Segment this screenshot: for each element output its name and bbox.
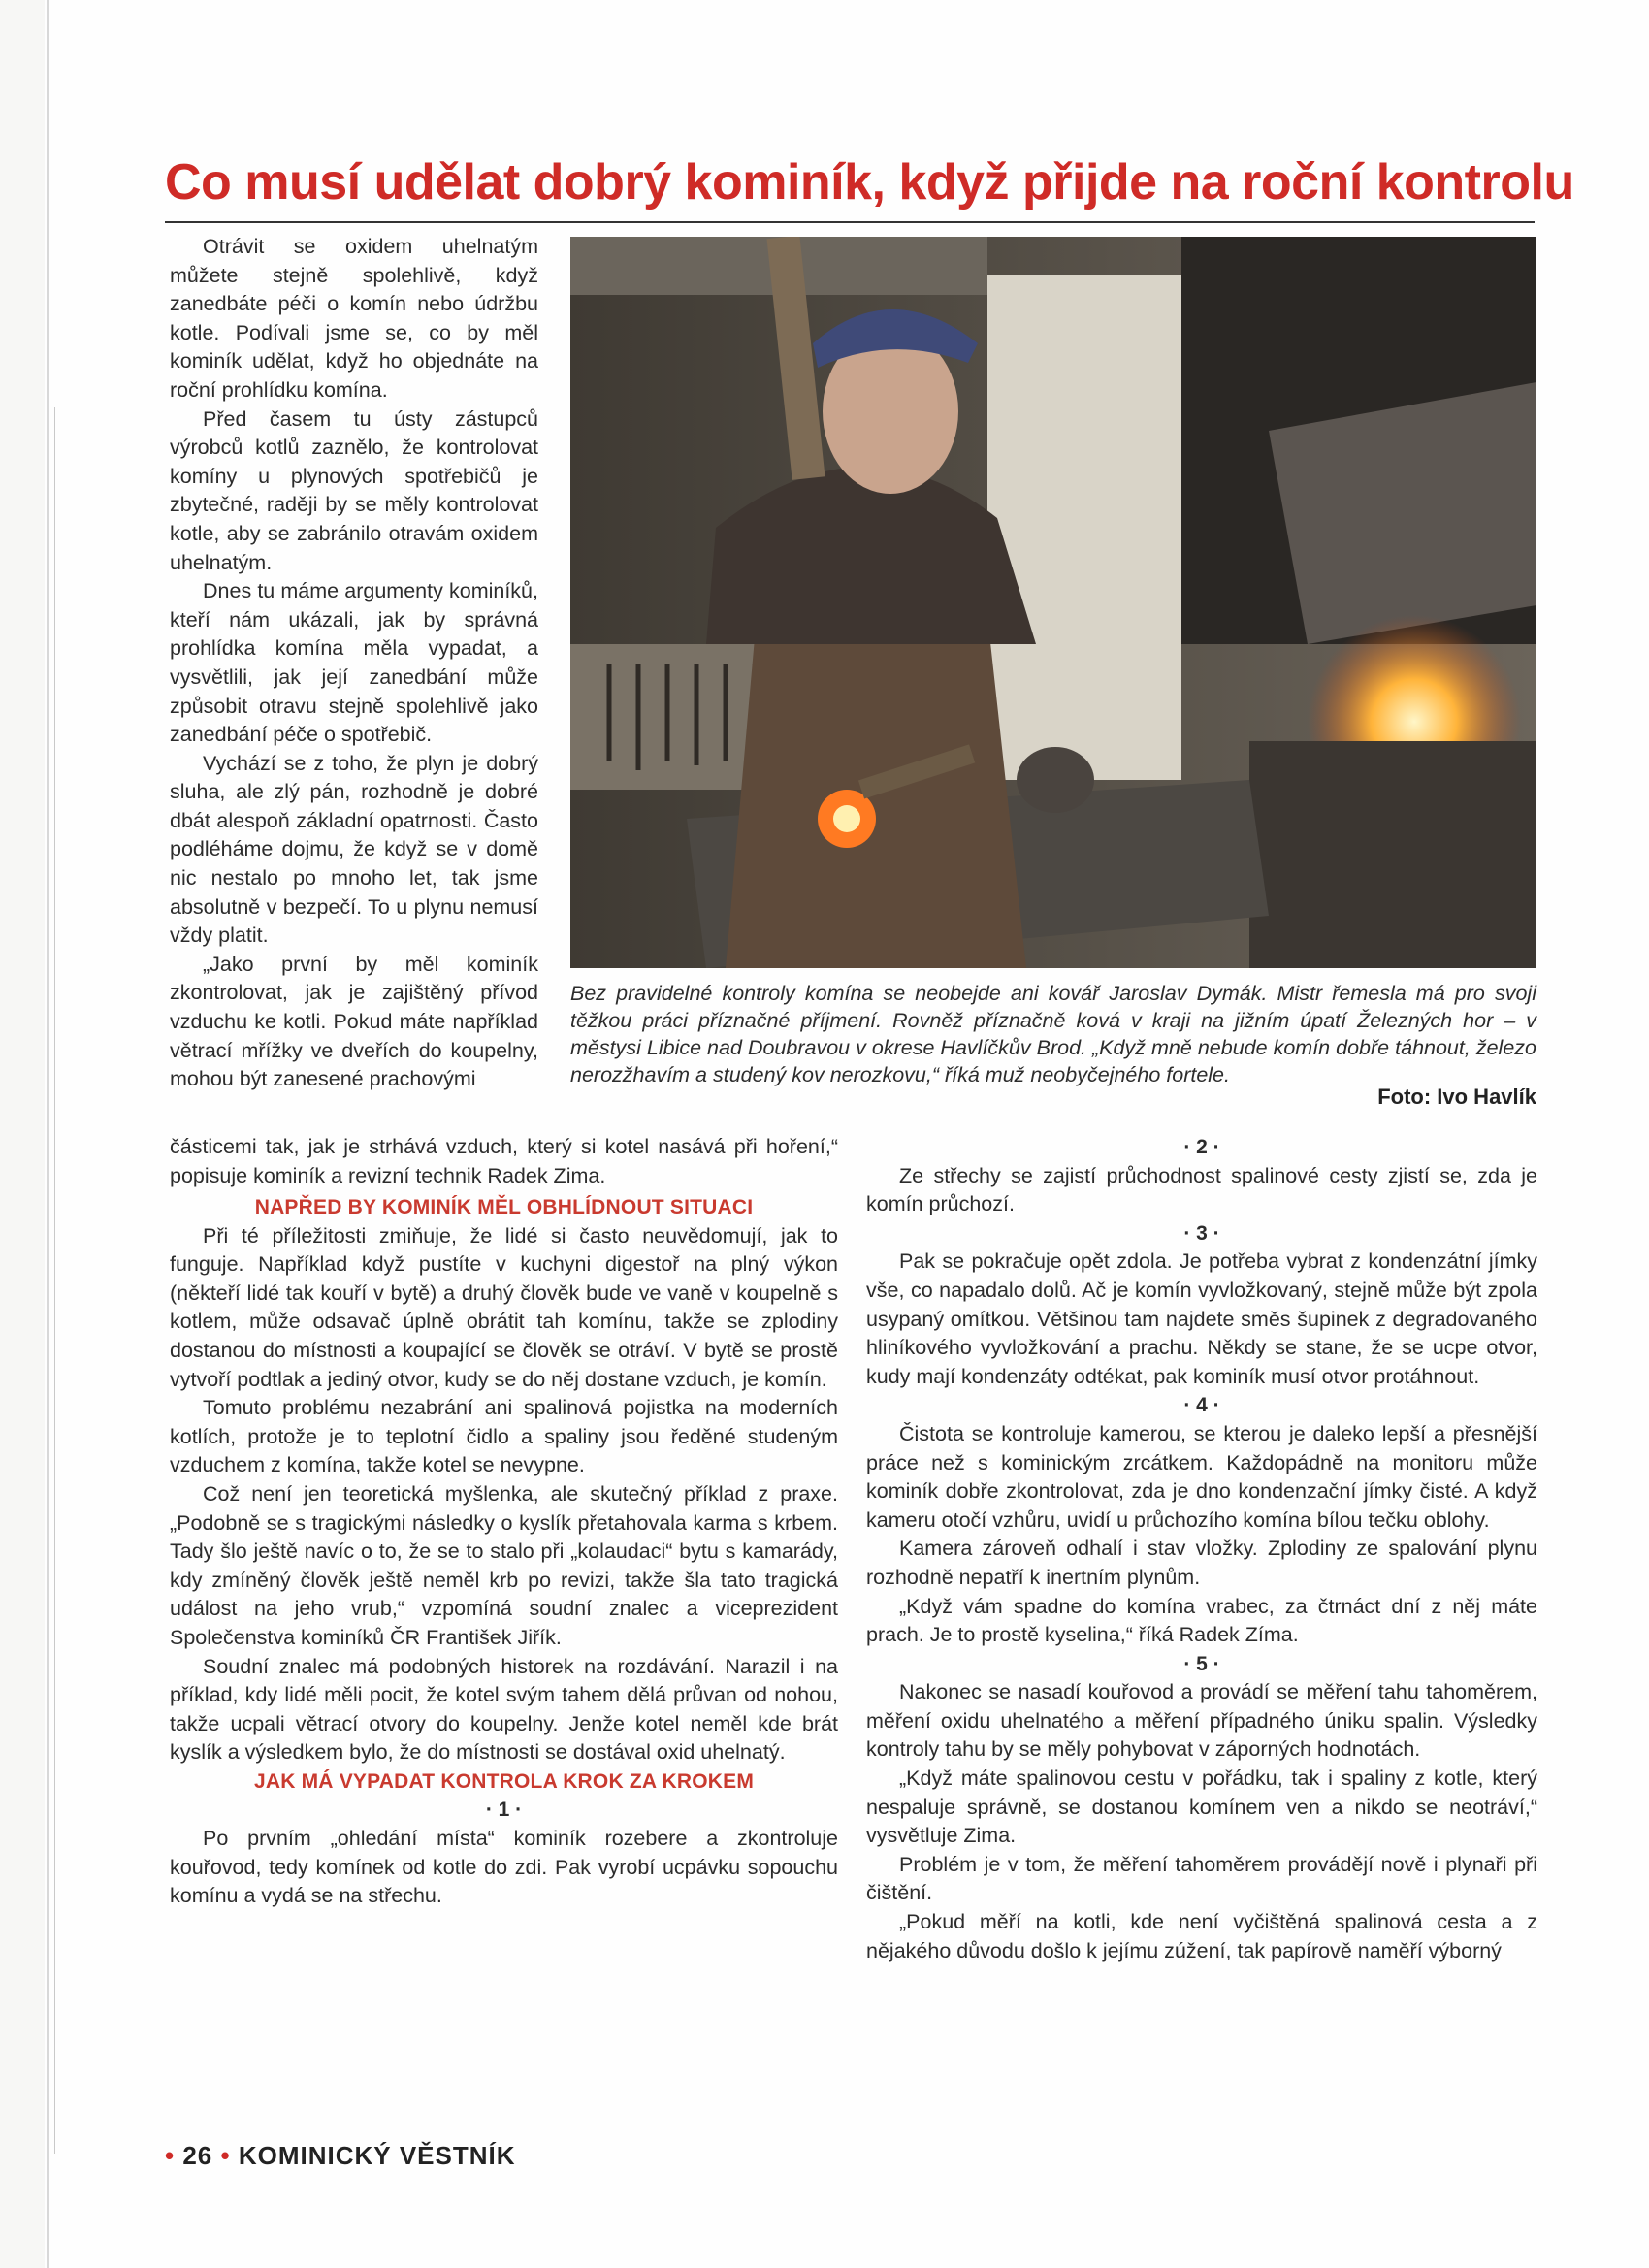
paragraph: Vychází se z toho, že plyn je dobrý sluha, ale zlý pán, rozhodně je dobré dbát alespoň základní opatrnosti. Často podléháme dojmu, že když se v domě nic nestalo po mnoho let, tak jsme absolutně v bezpečí. To u plynu nemusí vždy platit. <box>170 751 538 948</box>
paragraph: Po prvním „ohledání místa“ kominík rozebere a zkontroluje kouřovod, tedy komínek od kotle do zdi. Pak vyrobí ucpávku sopouchu komínu a vydá se na střechu. <box>170 1827 838 1908</box>
section-heading: JAK MÁ VYPADAT KONTROLA KROK ZA KROKEM <box>253 1769 755 1793</box>
title-rule <box>165 221 1535 223</box>
paragraph: „Když máte spalinovou cestu v pořádku, tak i spaliny z kotle, který nespaluje správně, se dostanou komínem ven a nikdo se neotráví,“ vysvětluje Zima. <box>866 1766 1537 1848</box>
lower-left-column <box>170 1193 838 1911</box>
paragraph: Nakonec se nasadí kouřovod a provádí se měření tahu tahoměrem, měření oxidu uhelnatého a měření případného úniku spalin. Výsledky kontroly tahu by se měly pohybovat v záporných hodnotách. <box>866 1680 1537 1762</box>
scan-margin <box>0 0 45 2268</box>
section-heading: NAPŘED BY KOMINÍK MĚL OBHLÍDNOUT SITUACI <box>254 1196 754 1218</box>
paragraph: Otrávit se oxidem uhelnatým můžete stejně spolehlivě, když zanedbáte péči o komín nebo údržbu kotle. Podívali jsme se, co by měl kominík udělat, když ho objednáte na roční prohlídku komína. <box>170 235 538 402</box>
paragraph: „Jako první by měl kominík zkontrolovat, jak je zajištěný přívod vzduchu ke kotli. Pokud máte například větrací mřížky ve dveřích do koupelny, mohou být zanesené prachovými <box>170 952 538 1091</box>
page-number: 26 <box>182 2141 213 2170</box>
scan-fold-line <box>47 0 48 2268</box>
page-footer <box>165 2141 516 2171</box>
paragraph: „Pokud měří na kotli, kde není vyčištěná spalinová cesta a z nějakého důvodu došlo k jejímu zúžení, tak papírově naměří výborný <box>866 1910 1537 1962</box>
paragraph: Čistota se kontroluje kamerou, se kterou je daleko lepší a přesnější práce než s kominickým zrcátkem. Každopádně na monitoru může kominík dobře zkontrolovat, zda je dno kondenzační jímky čisté. A když kameru otočí vzhůru, uvidí u průchozího komína bílou tečku oblohy. <box>866 1421 1537 1532</box>
photo-caption: Bez pravidelné kontroly komína se neobejde ani kovář Jaroslav Dymák. Mistr řemesla má pro svoji těžkou práci příznačné příjmení. Rovněž příznačně ková v kraji na jižním úpatí Železných hor – v městysi Libice nad Doubravou v okrese Havlíčkův Brod. „Když mně nebude komín dobře táhnout, železo nerozžhavím a studený kov nerozkovu,“ říká muž neobyčejného fortele. <box>570 982 1536 1086</box>
paragraph: Pak se pokračuje opět zdola. Je potřeba vybrat z kondenzátní jímky vše, co napadalo dolů. Ač je komín vyvložkovaný, stejně může být zpola usypaný omítkou. Většinou tam najdete směs šupinek z degradovaného hliníkového vyvložkování a prachu. Někdy se stane, že se ucpe otvor, kudy mají kondenzáty odtékat, pak kominík musí otvor protáhnout. <box>866 1249 1537 1388</box>
paragraph: Problém je v tom, že měření tahoměrem provádějí nově i plynaři při čištění. <box>866 1852 1537 1905</box>
paragraph: Při té příležitosti zmiňuje, že lidé si často neuvědomují, jak to funguje. Například když pustíte v kuchyni digestoř na plný výkon (někteří lidé tak kouří v bytě) a druhý člověk bude ve vaně v koupelně s kotlem, může odsavač úplně obrátit tah komínu, takže se zplodiny dostanou do místnosti a koupající se člověk se otráví. V bytě se prostě vytvoří podtlak a jediný otvor, kudy se do něj dostane vzduch, je komín. <box>170 1223 838 1391</box>
paragraph: Tomuto problému nezabrání ani spalinová pojistka na moderních kotlích, protože je to teplotní čidlo a spaliny jsou ředěné studeným vzduchem z komína, takže kotel se nevypne. <box>170 1396 838 1477</box>
lower-right-column <box>866 1133 1537 1965</box>
continuation-paragraph: částicemi tak, jak je strhává vzduch, který si kotel nasává při hoření,“ popisuje kominík a revizní technik Radek Zima. <box>170 1135 838 1187</box>
bullet: • <box>165 2141 176 2170</box>
article-title: Co musí udělat dobrý kominík, když přijde na roční kontrolu <box>165 154 1574 211</box>
paragraph: Před časem tu ústy zástupců výrobců kotlů zaznělo, že kontrolovat komíny u plynových spotřebičů je zbytečné, raději by se měly kontrolovat kotle, aby se zabránilo otravám oxidem uhelnatým. <box>170 406 538 574</box>
step-number: · 2 · <box>1183 1136 1220 1158</box>
magazine-name: KOMINICKÝ VĚSTNÍK <box>238 2141 516 2170</box>
step-number: · 1 · <box>485 1798 523 1822</box>
step-number: · 3 · <box>1183 1221 1220 1245</box>
scan-fold-line-inner <box>54 407 55 2154</box>
paragraph: Ze střechy se zajistí průchodnost spalinové cesty zjistí se, zda je komín průchozí. <box>866 1163 1537 1216</box>
paragraph: „Když vám spadne do komína vrabec, za čtrnáct dní z něj máte prach. Je to prostě kyselina,“ říká Radek Zíma. <box>866 1594 1537 1647</box>
blacksmith-photo <box>570 237 1536 968</box>
paragraph: Kamera zároveň odhalí i stav vložky. Zplodiny ze spalování plynu rozhodně nepatří k inertním plynům. <box>866 1537 1537 1589</box>
step-number: · 5 · <box>1183 1652 1220 1675</box>
paragraph: Dnes tu máme argumenty kominíků, kteří nám ukázali, jak by správná prohlídka komína měla vypadat, a vysvětlili, jak její zanedbání může způsobit otravu stejně spolehlivě jako zanedbání péče o spotřebič. <box>170 579 538 747</box>
left-column <box>170 233 538 1094</box>
photo-credit: Foto: Ivo Havlík <box>1377 1085 1536 1109</box>
bullet: • <box>220 2141 231 2170</box>
step-number: · 4 · <box>1183 1394 1220 1417</box>
paragraph: Což není jen teoretická myšlenka, ale skutečný příklad z praxe. „Podobně se s tragickými následky o kyslík přetahovala karma s krbem. Tady šlo ještě navíc o to, že se to stalo při „kolaudaci“ bytu s kamarády, kdy zmíněný člověk ještě neměl krb po revizi, takže šla tato tragická událost na jeho vrub,“ vzpomíná soudní znalec a viceprezident Společenstva kominíků ČR František Jiřík. <box>170 1481 838 1649</box>
paragraph: Soudní znalec má podobných historek na rozdávání. Narazil i na příklad, kdy lidé měli pocit, že kotel svým tahem dělá průvan od nohou, takže ucpali větrací otvory do koupelny. Jenže kotel neměl kde brát kyslík a výsledkem bylo, že do místnosti se dostával oxid uhelnatý. <box>170 1654 838 1765</box>
